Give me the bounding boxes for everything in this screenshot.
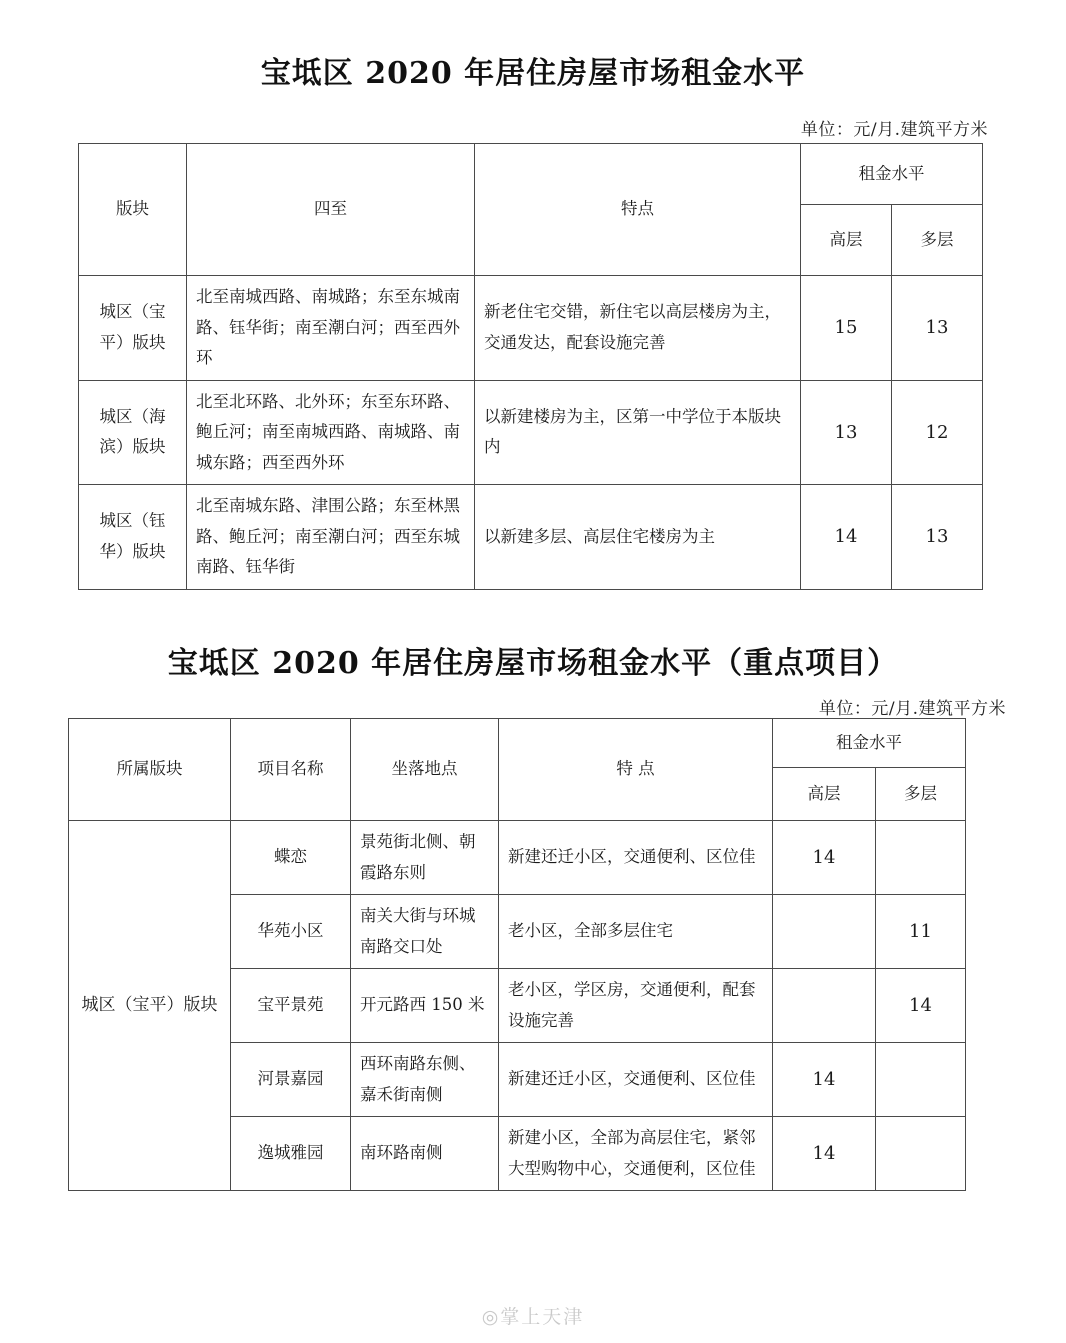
cell-project: 蝶恋 (231, 821, 351, 895)
header-highrise: 高层 (773, 768, 876, 821)
key-projects-rent-table (68, 718, 966, 1191)
header-location: 坐落地点 (351, 719, 499, 821)
cell-location: 西环南路东侧、嘉禾街南侧 (351, 1043, 499, 1117)
cell-midrise: 11 (876, 895, 966, 969)
cell-highrise: 13 (801, 380, 892, 485)
table-row (79, 485, 983, 590)
page-title-rent-level: 宝坻区 2020 年居住房屋市场租金水平 (260, 56, 806, 91)
cell-feature: 老小区，学区房，交通便利，配套设施完善 (499, 969, 773, 1043)
header-highrise: 高层 (801, 205, 892, 276)
cell-midrise: 13 (892, 485, 983, 590)
cell-highrise: 15 (801, 276, 892, 381)
header-rent-level: 租金水平 (773, 719, 966, 768)
rent-level-table (78, 143, 983, 590)
unit-note-table-2: 单位：元/月.建筑平方米 (818, 699, 1006, 719)
table-header-row (79, 144, 983, 205)
cell-feature: 新建还迁小区，交通便利、区位佳 (499, 821, 773, 895)
header-block: 所属版块 (69, 719, 231, 821)
header-midrise: 多层 (876, 768, 966, 821)
cell-highrise: 14 (801, 485, 892, 590)
cell-feature: 新建小区，全部为高层住宅，紧邻大型购物中心，交通便利，区位佳 (499, 1117, 773, 1191)
cell-midrise (876, 1043, 966, 1117)
cell-highrise: 14 (773, 1043, 876, 1117)
cell-location: 南环路南侧 (351, 1117, 499, 1191)
header-block: 版块 (79, 144, 187, 276)
cell-highrise: 14 (773, 821, 876, 895)
cell-midrise: 13 (892, 276, 983, 381)
cell-block: 城区（海滨）版块 (79, 380, 187, 485)
cell-project: 宝平景苑 (231, 969, 351, 1043)
cell-project: 河景嘉园 (231, 1043, 351, 1117)
cell-feature: 新老住宅交错，新住宅以高层楼房为主，交通发达，配套设施完善 (475, 276, 801, 381)
header-boundary: 四至 (187, 144, 475, 276)
cell-boundary: 北至南城西路、南城路；东至东城南路、钰华街；南至潮白河；西至西外环 (187, 276, 475, 381)
cell-boundary: 北至南城东路、津围公路；东至林黑路、鲍丘河；南至潮白河；西至东城南路、钰华街 (187, 485, 475, 590)
cell-location: 南关大街与环城南路交口处 (351, 895, 499, 969)
cell-feature: 以新建楼房为主，区第一中学位于本版块内 (475, 380, 801, 485)
cell-boundary: 北至北环路、北外环；东至东环路、鲍丘河；南至南城西路、南城路、南城东路；西至西外环 (187, 380, 475, 485)
cell-location: 开元路西 150 米 (351, 969, 499, 1043)
cell-midrise: 14 (876, 969, 966, 1043)
cell-location: 景苑街北侧、朝霞路东则 (351, 821, 499, 895)
table-row (79, 276, 983, 381)
cell-feature: 老小区，全部多层住宅 (499, 895, 773, 969)
cell-midrise (876, 821, 966, 895)
header-rent-level: 租金水平 (801, 144, 983, 205)
unit-note-table-1: 单位：元/月.建筑平方米 (800, 120, 988, 140)
table-header-row (69, 719, 966, 768)
cell-midrise: 12 (892, 380, 983, 485)
cell-highrise (773, 895, 876, 969)
cell-midrise (876, 1117, 966, 1191)
cell-block: 城区（钰华）版块 (79, 485, 187, 590)
cell-project: 逸城雅园 (231, 1117, 351, 1191)
cell-highrise (773, 969, 876, 1043)
header-project: 项目名称 (231, 719, 351, 821)
table-row (69, 821, 966, 895)
header-feature: 特点 (475, 144, 801, 276)
header-feature: 特 点 (499, 719, 773, 821)
cell-feature: 新建还迁小区，交通便利、区位佳 (499, 1043, 773, 1117)
cell-block-group: 城区（宝平）版块 (69, 821, 231, 1191)
header-midrise: 多层 (892, 205, 983, 276)
cell-highrise: 14 (773, 1117, 876, 1191)
page-title-rent-level-key-projects: 宝坻区 2020 年居住房屋市场租金水平（重点项目） (167, 646, 899, 681)
watermark: ◎掌上天津 (481, 1306, 585, 1328)
cell-project: 华苑小区 (231, 895, 351, 969)
cell-feature: 以新建多层、高层住宅楼房为主 (475, 485, 801, 590)
table-row (79, 380, 983, 485)
cell-block: 城区（宝平）版块 (79, 276, 187, 381)
